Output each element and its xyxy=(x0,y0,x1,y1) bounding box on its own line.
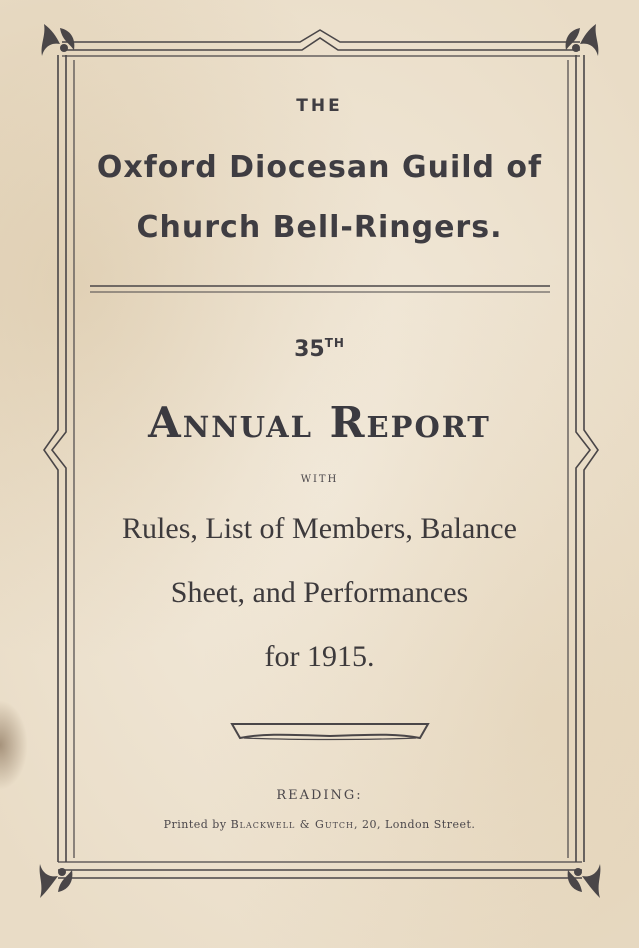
with-label: WITH xyxy=(300,474,339,485)
printer-imprint xyxy=(0,818,639,831)
heading-article: THE xyxy=(296,96,343,116)
publication-place: READING: xyxy=(276,788,363,803)
corner-ornament-top-right-icon xyxy=(566,24,599,56)
decorative-bracket-icon xyxy=(232,724,428,740)
printer-address: , 20, London Street. xyxy=(354,818,476,831)
title-divider xyxy=(90,286,550,292)
subtitle-line-2: Sheet, and Performances xyxy=(170,576,469,609)
corner-ornament-bottom-left-icon xyxy=(40,864,73,898)
printer-prefix: Printed by xyxy=(163,818,227,831)
edition-suffix: TH xyxy=(324,336,345,350)
printer-name: Blackwell & Gutch xyxy=(230,818,354,831)
corner-ornament-top-left-icon xyxy=(42,24,75,56)
guild-name-line-2: Church Bell-Ringers. xyxy=(136,210,503,245)
edition-number-value: 35 xyxy=(294,337,325,362)
edition-number xyxy=(0,336,639,362)
corner-ornament-bottom-right-icon xyxy=(568,864,601,898)
report-title: Annual Report xyxy=(148,398,491,447)
subtitle-line-1: Rules, List of Members, Balance xyxy=(122,512,517,545)
subtitle-line-3: for 1915. xyxy=(264,640,375,673)
guild-name-line-1: Oxford Diocesan Guild of xyxy=(96,150,543,185)
